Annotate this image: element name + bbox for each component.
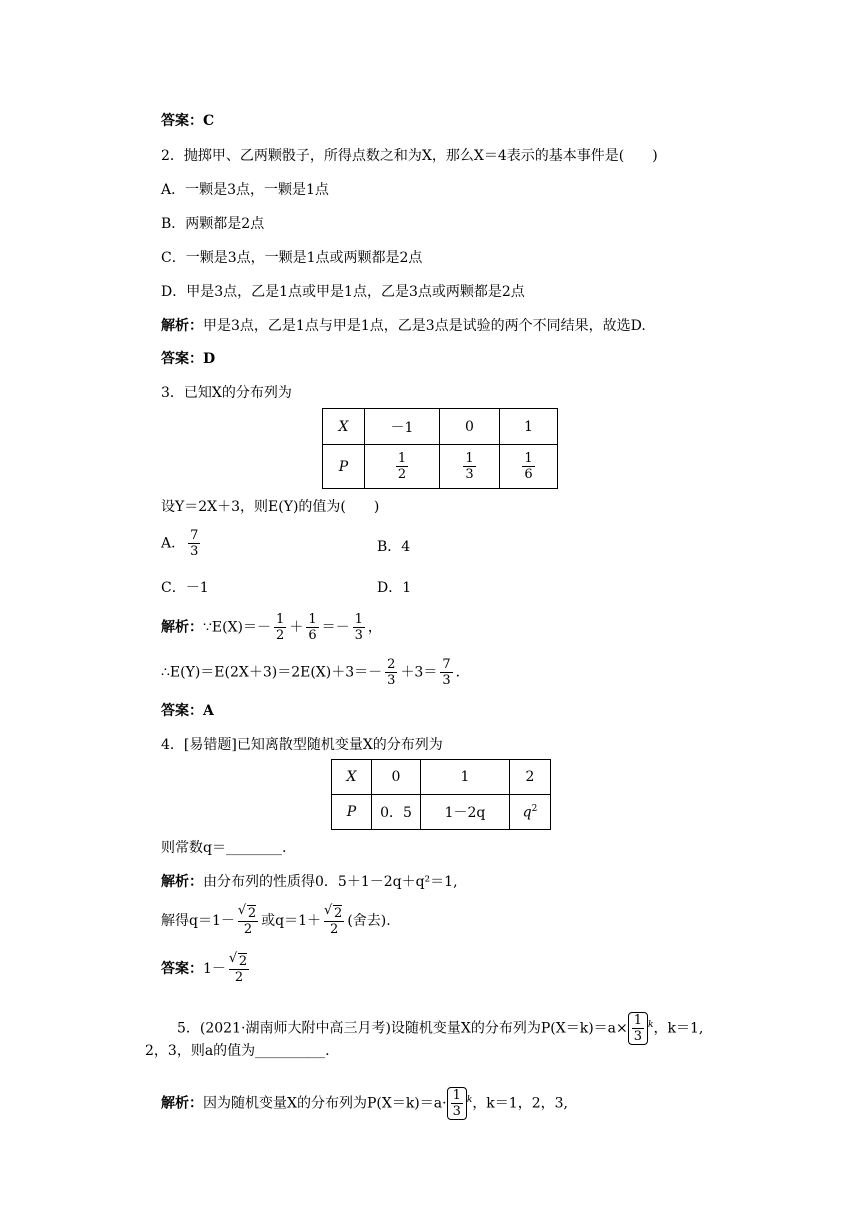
q2-option-d: D．甲是3点，乙是1点或甲是1点，乙是3点或两颗都是2点 bbox=[161, 284, 525, 300]
table-cell: 0 bbox=[440, 409, 500, 445]
table-cell: X bbox=[338, 418, 349, 435]
fraction: $\frac{1}{3}$ bbox=[465, 451, 474, 482]
table-cell: 1 bbox=[421, 760, 510, 795]
fraction: $\frac{1}{3}$ bbox=[354, 612, 363, 643]
table-cell: 2 bbox=[510, 760, 551, 795]
fraction: $\frac{1}{2}$ bbox=[276, 612, 285, 643]
q3-question: 设Y＝2X＋3，则E(Y)的值为( ) bbox=[161, 499, 380, 515]
bracket: $\frac{1}{3}$ bbox=[447, 1087, 467, 1120]
table-cell: 1 bbox=[500, 409, 558, 445]
q3-option-c: C．－1 bbox=[161, 580, 209, 596]
fraction: $\frac{1}{2}$ bbox=[397, 451, 407, 482]
fraction: √ $\frac{2}{2}$ bbox=[229, 953, 249, 985]
q3-option-a: A． $\frac{7}{3}$ bbox=[161, 528, 199, 559]
table-cell: 1－2q bbox=[421, 795, 510, 830]
q2-answer bbox=[161, 349, 215, 369]
q3-stem: 3．已知X的分布列为 bbox=[161, 385, 292, 401]
q4-question: 则常数q＝________. bbox=[161, 840, 287, 856]
bracket: $\frac{1}{3}$ bbox=[628, 1012, 648, 1045]
q3-answer: 答案：A bbox=[161, 703, 214, 719]
q2-option-a: A．一颗是3点，一颗是1点 bbox=[161, 182, 329, 198]
q4-analysis-line2: 解得q＝1－ √ $\frac{2}{2}$ 或q＝1＋ √ $\frac{2}{2}$ (舍去). bbox=[161, 905, 391, 937]
q4-distribution-table bbox=[331, 759, 551, 830]
q4-stem: 4．[易错题]已知离散型随机变量X的分布列为 bbox=[161, 737, 443, 753]
fraction: $\frac{1}{6}$ bbox=[308, 612, 317, 643]
q3-analysis-line2: ∴E(Y)＝E(2X＋3)＝2E(X)＋3＝－ $\frac{2}{3}$ ＋3＝ $\frac{7}{3}$ ． bbox=[161, 657, 470, 688]
fraction: $\frac{1}{6}$ bbox=[524, 451, 533, 482]
q4-analysis-line1: 解析：由分布列的性质得0．5＋1－2q＋q²＝1, bbox=[161, 874, 458, 890]
q5-stem-line2: 2，3，则a的值为__________. bbox=[145, 1043, 330, 1059]
answer-value: D bbox=[203, 351, 216, 367]
q2-option-b: B．两颗都是2点 bbox=[161, 216, 265, 232]
q2-stem: 2．抛掷甲、乙两颗骰子，所得点数之和为X，那么X＝4表示的基本事件是( ) bbox=[161, 148, 658, 164]
answer-label: 答案： bbox=[161, 351, 203, 367]
q5-stem-line1: 5．(2021·湖南师大附中高三月考)设随机变量X的分布列为P(X＝k)＝a× $\frac{1}{3}$ $^k$，k＝1, bbox=[177, 1013, 704, 1044]
q2-analysis bbox=[161, 316, 646, 336]
q3-analysis-line1: 解析：∵E(X)＝－ $\frac{1}{2}$ ＋ $\frac{1}{6}$ ＝－ $\frac{1}{3}$ ， bbox=[161, 612, 382, 643]
analysis-label: 解析： bbox=[161, 318, 203, 334]
table-cell: X bbox=[346, 769, 357, 785]
fraction: $\frac{7}{3}$ bbox=[190, 528, 199, 559]
analysis-text: 甲是3点，乙是1点与甲是1点，乙是3点是试验的两个不同结果，故选D. bbox=[203, 318, 646, 334]
fraction: $\frac{2}{3}$ bbox=[387, 657, 396, 688]
table-cell: P bbox=[338, 458, 349, 475]
table-cell: $q^2$ bbox=[510, 795, 551, 830]
q1-answer: 答案：C bbox=[161, 113, 215, 129]
table-cell: 0 bbox=[372, 760, 421, 795]
q3-option-b: B．4 bbox=[377, 539, 411, 555]
fraction: √ $\frac{2}{2}$ bbox=[238, 905, 258, 937]
fraction: $\frac{7}{3}$ bbox=[442, 657, 451, 688]
table-cell: －1 bbox=[365, 409, 440, 445]
q4-answer: 答案：1－ √ $\frac{2}{2}$ bbox=[161, 953, 252, 985]
q5-analysis: 解析：因为随机变量X的分布列为P(X＝k)＝a· $\frac{1}{3}$ $^k$，k＝1，2，3, bbox=[161, 1088, 568, 1119]
q3-option-d: D．1 bbox=[377, 580, 412, 596]
q2-option-c: C．一颗是3点，一颗是1点或两颗都是2点 bbox=[161, 250, 423, 266]
analysis-label: 解析： bbox=[161, 619, 203, 636]
table-cell: P bbox=[346, 804, 357, 820]
q3-distribution-table bbox=[322, 408, 558, 489]
fraction: √ $\frac{2}{2}$ bbox=[324, 905, 344, 937]
table-cell: 0．5 bbox=[372, 795, 421, 830]
